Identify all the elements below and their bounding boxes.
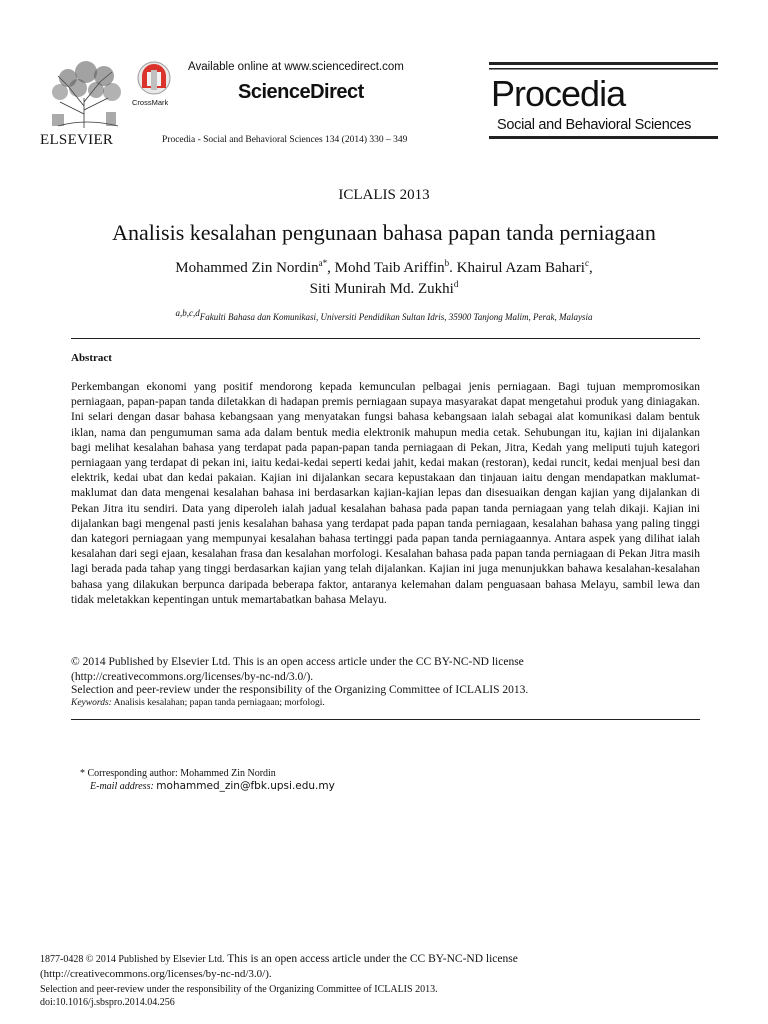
paper-title: Analisis kesalahan pengunaan bahasa papan tanda perniagaan [112, 220, 656, 245]
author-name: Siti Munirah Md. Zukhi [309, 281, 454, 297]
author-line-2 [0, 281, 768, 298]
footer-issn: 1877-0428 © 2014 Published by Elsevier Ltd. [40, 954, 225, 965]
procedia-bottom-rule [489, 136, 718, 139]
sciencedirect-logo: ScienceDirect [238, 81, 364, 103]
footer-peer-review: Selection and peer-review under the responsibility of the Organizing Committee of ICLALIS 2013. [40, 984, 438, 995]
author-name: . Khairul Azam Bahari [449, 260, 585, 276]
author-affil-marker: b [444, 258, 450, 268]
keywords [71, 697, 325, 709]
email-address[interactable]: mohammed_zin@fbk.upsi.edu.my [156, 780, 335, 792]
affiliation-text: Fakulti Bahasa dan Komunikasi, Universiti Pendidikan Sultan Idris, 35900 Tanjong Malim, Perak, Malaysia [199, 312, 593, 322]
conference-name: ICLALIS 2013 [338, 187, 430, 203]
keywords-text: Analisis kesalahan; papan tanda perniagaan; morfologi. [111, 698, 325, 708]
procedia-top-rules [489, 62, 718, 71]
email-label: E-mail address: [90, 781, 154, 792]
author-line-1 [0, 260, 768, 277]
elsevier-wordmark: ELSEVIER [40, 132, 114, 148]
footer-license-link[interactable]: (http://creativecommons.org/licenses/by-nc-nd/3.0/). [40, 968, 272, 980]
affiliation [0, 308, 768, 322]
author-name: , Mohd Taib Ariffin [327, 260, 445, 276]
procedia-logo: Procedia [491, 73, 626, 114]
journal-citation: Procedia - Social and Behavioral Sciences 134 (2014) 330 – 349 [162, 135, 408, 145]
abstract-top-rule [71, 338, 700, 339]
author-affil-marker: c [584, 258, 589, 268]
email-line [90, 780, 335, 792]
procedia-subtitle: Social and Behavioral Sciences [497, 117, 692, 133]
abstract-body: Perkembangan ekonomi yang positif mendorong kepada kemunculan pelbagai jenis perniagaan. Bagi tujuan mempromosikan perniagaan, papan-papan tanda diletakkan di hadapan premis perniagaan supaya masyarakat dapat mengetahui produk yang diniagakan. Ini selari dengan dasar bahasa kebangsaan yang menyatakan fungsi bahasa kebangsaan ialah sebagai alat komunikasi dalam bentuk iklan, nama dan pengumuman sama ada dalam bentuk media elektronik mahupun media cetak. Sehubungan itu, kajian ini dijalankan bagi melihat kesalahan bahasa yang terdapat pada papan-papan tanda perniagaan di Pekan, Jitra, Kedah yang meliputi tujuh kategori perniagaan yang terdapat di pekan ini, iaitu kedai-kedai seperti kedai jahit, kedai makan (restoran), kedai runcit, kedai menjual besi dan elektrik, kedai ubat dan kedai pakaian. Kajian ini dijalankan secara kepustakaan dan tinjauan iaitu dengan mendapatkan maklumat-maklumat dan data mengenai kesalahan bahasa ini berdasarkan kajian-kajian lepas dan disesuaikan dengan kajian yang dijalankan di Pekan Jitra itu sendiri. Data yang diperoleh ialah jadual kesalahan bahasa pada papan tanda perniagaan yang telah dikaji. Kajian ini dijalankan bagi mengenal pasti jenis kesalahan bahasa yang terdapat pada papan tanda perniagaan, kesalahan bahasa yang paling tinggi dan kategori perniagaan yang mempunyai kesalahan bahasa tertinggi pada papan tanda perniagaannya. Antara aspek yang dilihat ialah kesalahan dari segi ejaan, kesalahan frasa dan kesalahan morfologi. Kesalahan bahasa pada papan tanda perniagaan di Pekan Jitra masih lagi berada pada tahap yang tinggi berdasarkan kajian yang telah dijalankan. Kajian ini juga menunjukkan bahawa kesalahan-kesalahan bahasa yang dilakukan berpunca daripada beberapa faktor, antaranya kelemahan dalam penguasaan bahasa Melayu, sambil lewa dan tidak meletakkan kepentingan untuk memartabatkan bahasa Melayu. [71, 381, 700, 606]
abstract-heading: Abstract [71, 352, 112, 364]
license-link[interactable]: (http://creativecommons.org/licenses/by-nc-nd/3.0/). [71, 671, 314, 683]
author-name: Mohammed Zin Nordin [175, 260, 319, 276]
affiliation-marker: a,b,c,d [175, 308, 200, 318]
author-affil-marker: d [453, 279, 459, 289]
footer-license-text: This is an open access article under the CC BY-NC-ND license [224, 953, 518, 965]
footer-doi[interactable]: doi:10.1016/j.sbspro.2014.04.256 [40, 997, 175, 1008]
author-affil-marker: a* [318, 258, 328, 268]
corresponding-author: * Corresponding author: Mohammed Zin Nordin [80, 768, 276, 779]
crossmark-label: CrossMark [132, 98, 169, 107]
keywords-label: Keywords: [71, 698, 112, 708]
peer-review-statement: Selection and peer-review under the responsibility of the Organizing Committee of ICLALIS 2013. [71, 684, 529, 696]
footer-license [40, 953, 518, 966]
author-separator: , [588, 260, 593, 276]
license-text: © 2014 Published by Elsevier Ltd. This is an open access article under the CC BY-NC-ND license [71, 656, 524, 668]
abstract-bottom-rule [71, 719, 700, 720]
available-online-text: Available online at www.sciencedirect.com [188, 61, 404, 73]
